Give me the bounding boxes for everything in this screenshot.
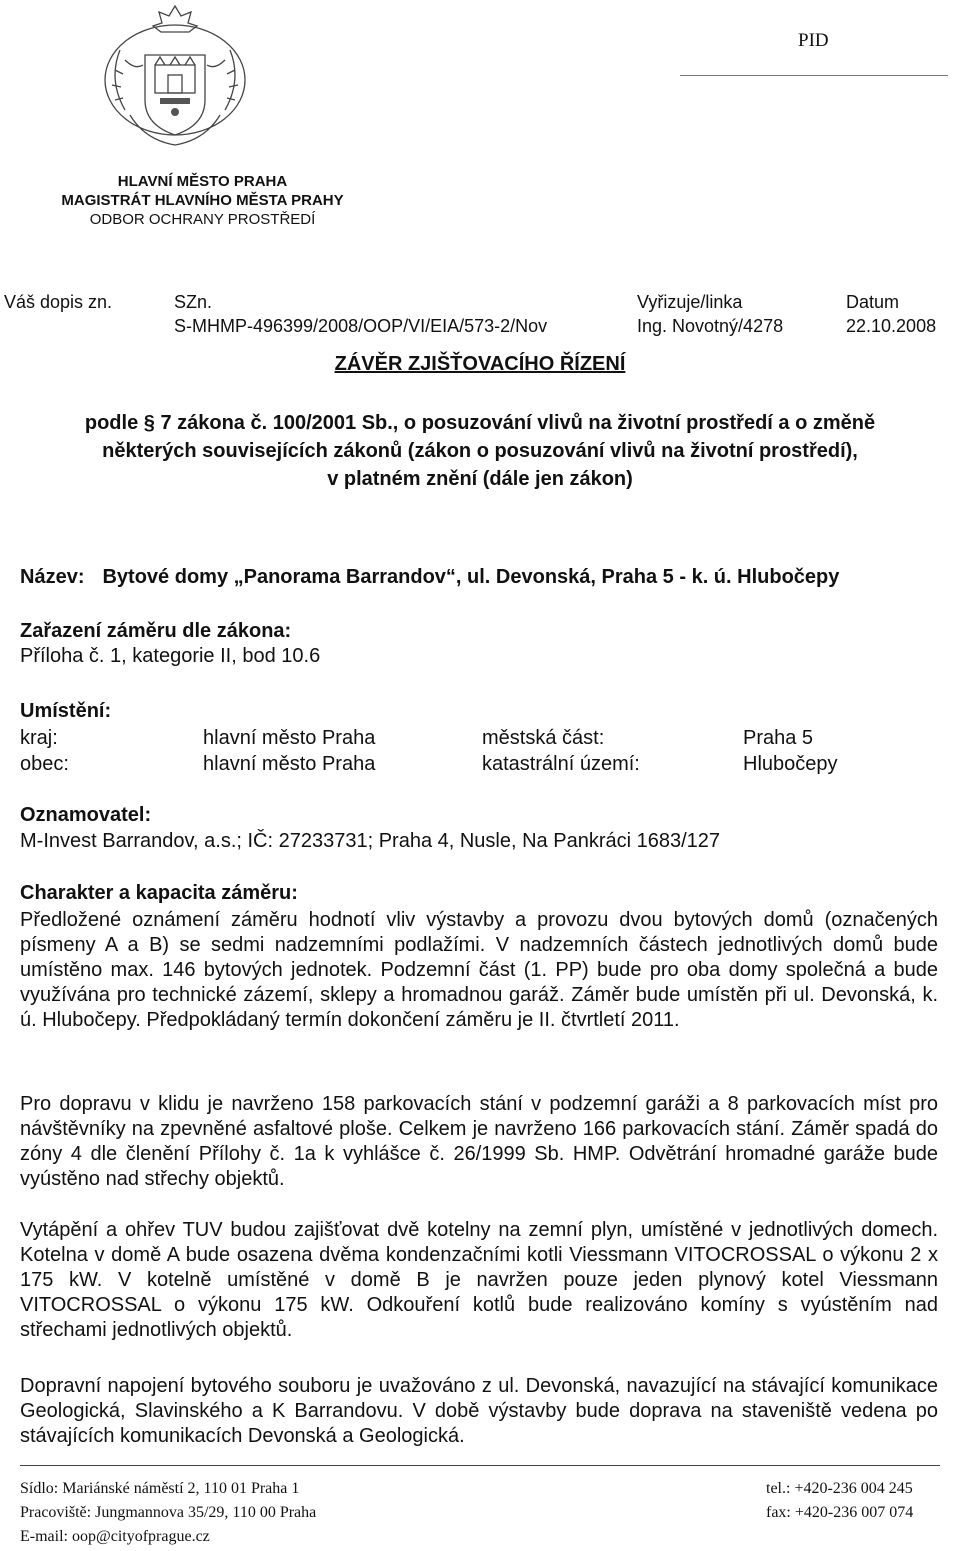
footer-fax: fax: +420-236 007 074 [766, 1504, 914, 1521]
footer-tel: tel.: +420-236 004 245 [766, 1480, 913, 1497]
kraj-label: kraj: [20, 727, 58, 749]
project-name [20, 566, 839, 589]
your-letter-label: Váš dopis zn. [4, 292, 113, 312]
character-paragraph: Předložené oznámení záměru hodnotí vliv výstavby a provozu dvou bytových domů (označených písmeny A a B) se sedmi nadzemními podlažími. V nadzemních částech jednotlivých domů bude umístěno max. 146 bytových jednotek. Podzemní část (1. PP) bude pro oba domy společná a bude využívána pro technické zázemí, sklepy a hromadnou garáž. Záměr bude umístěn při ul. Devonská, k. ú. Hlubočepy. Předpokládaný termín dokončení záměru je II. čtvrtletí 2011. [20, 909, 938, 1031]
legal-basis-line-3: v platném znění (dále jen zákon) [327, 468, 633, 490]
legal-basis-line-1: podle § 7 zákona č. 100/2001 Sb., o posuzování vlivů na životní prostředí a o změně [84, 412, 876, 434]
szn-label: SZn. [174, 292, 213, 312]
prague-coat-of-arms-logo [100, 0, 250, 160]
authority-line-2: MAGISTRÁT HLAVNÍHO MĚSTA PRAHY [61, 192, 344, 209]
footer-seat: Sídlo: Mariánské náměstí 2, 110 01 Praha 1 [20, 1480, 300, 1497]
classification-value: Příloha č. 1, kategorie II, bod 10.6 [20, 645, 321, 667]
handler-value: Ing. Novotný/4278 [637, 316, 784, 336]
cadastral-value: Hlubočepy [743, 753, 838, 775]
pid-underline [680, 75, 948, 76]
district-value: Praha 5 [743, 727, 814, 749]
classification-label: Zařazení záměru dle zákona: [20, 620, 292, 642]
authority-header [30, 172, 375, 229]
footer-workplace: Pracoviště: Jungmannova 35/29, 110 00 Praha [20, 1504, 317, 1521]
date-value: 22.10.2008 [846, 316, 937, 336]
document-title [0, 353, 960, 376]
date-label: Datum [846, 292, 900, 312]
paragraph-heating [20, 1218, 938, 1343]
municipality-value: hlavní město Praha [203, 753, 376, 775]
paragraph-traffic-text: Dopravní napojení bytového souboru je uvažováno z ul. Devonská, navazující na stávající komunikace Geologická, Slavinského a K Barrandovu. V době výstavby bude doprava na staveniště vedena po stávajících komunikacích Devonská a Geologická. [20, 1375, 938, 1447]
project-name-value: Bytové domy „Panorama Barrandov“, ul. Devonská, Praha 5 - k. ú. Hlubočepy [102, 566, 840, 588]
footer-divider [20, 1465, 940, 1466]
authority-line-3: ODBOR OCHRANY PROSTŘEDÍ [89, 211, 316, 228]
paragraph-heating-text: Vytápění a ohřev TUV budou zajišťovat dvě kotelny na zemní plyn, umístěné v jednotlivých domech. Kotelna v domě A bude osazena dvěma kondenzačními kotli Viessmann VITOCROSSAL o výkonu 2 x 175 kW. V kotelně umístěné v domě B je navržen pouze jeden plynový kotel Viessmann VITOCROSSAL o výkonu 175 kW. Odkouření kotlů bude realizováno komíny s vyústěním nad střechami jednotlivých objektů. [20, 1219, 938, 1341]
footer-email: E-mail: oop@cityofprague.cz [20, 1528, 210, 1545]
notifier-label: Oznamovatel: [20, 804, 152, 826]
character-label: Charakter a kapacita záměru: [20, 882, 298, 904]
paragraph-parking-text: Pro dopravu v klidu je navrženo 158 parkovacích stání v podzemní garáži a 8 parkovacích míst pro návštěvníky na zpevněné asfaltové ploše. Celkem je navrženo 166 parkovacích stání. Záměr spadá do zóny 4 dle členění Přílohy č. 1a k vyhlášce č. 26/1999 Sb. HMP. Odvětrání hromadné garáže bude vyústěno nad střechy objektů. [20, 1093, 938, 1190]
handler-label: Vyřizuje/linka [637, 292, 743, 312]
legal-basis [20, 409, 940, 493]
kraj-value: hlavní město Praha [203, 727, 376, 749]
authority-line-1: HLAVNÍ MĚSTO PRAHA [117, 173, 288, 190]
paragraph-traffic [20, 1374, 938, 1449]
cadastral-label: katastrální území: [482, 753, 640, 775]
municipality-label: obec: [20, 753, 69, 775]
szn-value: S-MHMP-496399/2008/OOP/VI/EIA/573-2/Nov [174, 316, 548, 336]
location-label: Umístění: [20, 700, 112, 722]
district-label: městská část: [482, 727, 605, 749]
paragraph-parking [20, 1092, 938, 1192]
pid-mark: PID [798, 30, 829, 51]
project-name-label: Název: [20, 566, 85, 588]
legal-basis-line-2: některých souvisejících zákonů (zákon o posuzování vlivů na životní prostředí), [102, 440, 858, 462]
character-text [20, 908, 938, 1033]
notifier-value: M-Invest Barrandov, a.s.; IČ: 27233731; Praha 4, Nusle, Na Pankráci 1683/127 [20, 830, 721, 852]
document-title-text: ZÁVĚR ZJIŠŤOVACÍHO ŘÍZENÍ [334, 353, 626, 375]
